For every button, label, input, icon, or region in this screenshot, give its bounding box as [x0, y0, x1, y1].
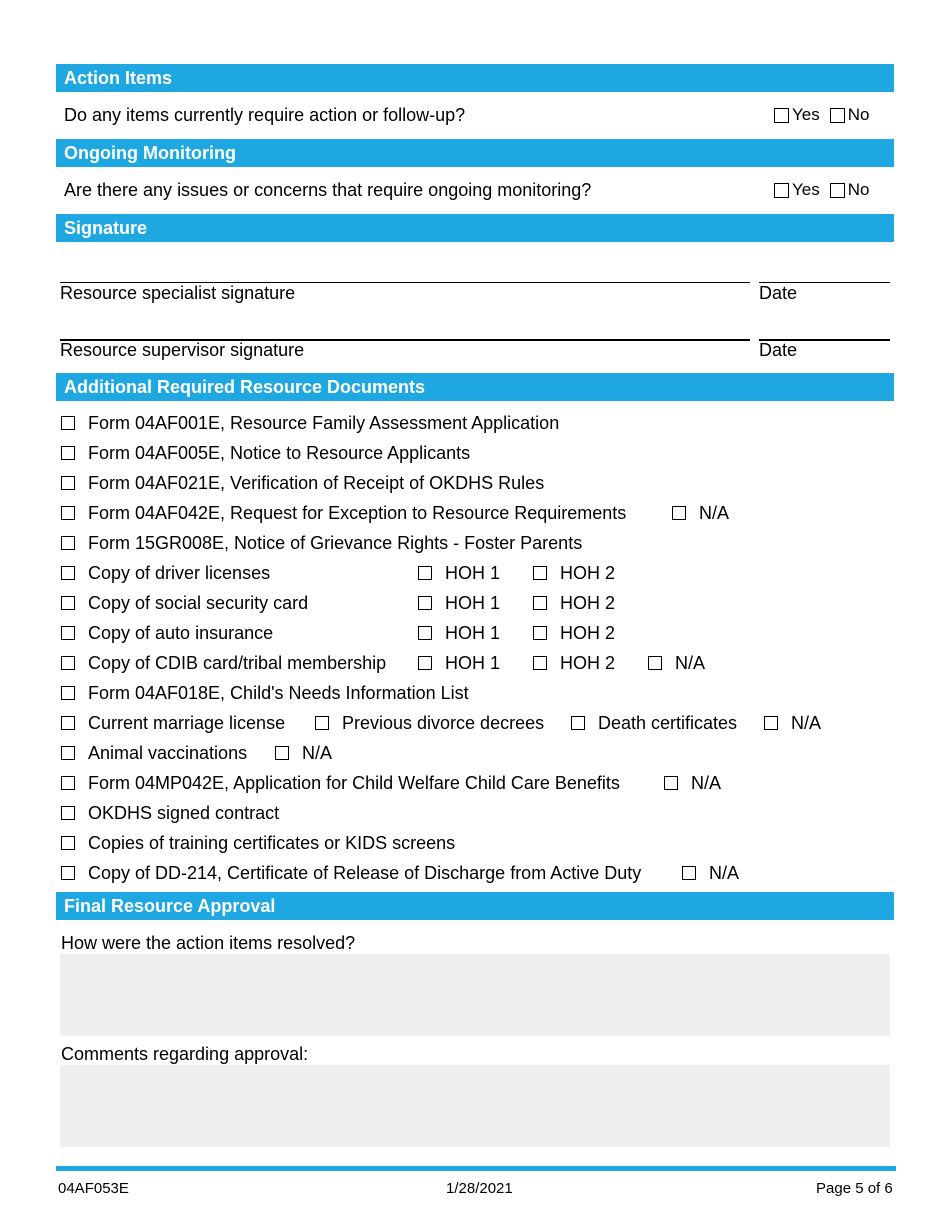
na-label: N/A: [302, 743, 333, 763]
doc-label: Form 04AF018E, Child's Needs Information List: [88, 683, 469, 703]
hoh1-checkbox[interactable]: [418, 596, 432, 610]
comments-label: Comments regarding approval:: [61, 1044, 309, 1064]
resolved-text-field[interactable]: [60, 954, 890, 1036]
question-action-required: Do any items currently require action or follow-up?: [64, 105, 466, 125]
doc-label: Copy of auto insurance: [88, 623, 274, 643]
hoh2-checkbox[interactable]: [533, 656, 547, 670]
hoh1-label: HOH 1: [445, 593, 501, 613]
na-checkbox[interactable]: [764, 716, 778, 730]
doc-checkbox[interactable]: [61, 866, 75, 880]
na-label: N/A: [691, 773, 722, 793]
hoh2-label: HOH 2: [560, 593, 616, 613]
no-label: No: [847, 105, 870, 124]
resolved-label: How were the action items resolved?: [61, 933, 356, 953]
doc-label: Form 04AF021E, Verification of Receipt of OKDHS Rules: [88, 473, 545, 493]
doc-label: Copy of DD-214, Certificate of Release of Discharge from Active Duty: [88, 863, 642, 883]
na-label: N/A: [675, 653, 706, 673]
doc-label: Form 15GR008E, Notice of Grievance Rights - Foster Parents: [88, 533, 583, 553]
doc-label: Form 04MP042E, Application for Child Welfare Child Care Benefits: [88, 773, 620, 793]
doc-checkbox[interactable]: [61, 716, 75, 730]
na-label: N/A: [791, 713, 822, 733]
hoh2-checkbox[interactable]: [533, 626, 547, 640]
doc-label: Copy of CDIB card/tribal membership: [88, 653, 387, 673]
no-label: No: [847, 180, 870, 199]
doc-label: Copy of social security card: [88, 593, 309, 613]
section-header-signature: Signature: [56, 214, 894, 242]
section-header-final-approval: Final Resource Approval: [56, 892, 894, 920]
hoh2-checkbox[interactable]: [533, 596, 547, 610]
yes-label: Yes: [792, 105, 820, 124]
doc-checkbox[interactable]: [61, 596, 75, 610]
na-checkbox[interactable]: [682, 866, 696, 880]
death-certificates-checkbox[interactable]: [571, 716, 585, 730]
doc-checkbox[interactable]: [61, 656, 75, 670]
yes-checkbox[interactable]: [774, 108, 789, 123]
na-label: N/A: [699, 503, 730, 523]
doc-checkbox[interactable]: [61, 626, 75, 640]
supervisor-signature-label: Resource supervisor signature: [60, 340, 305, 360]
na-checkbox[interactable]: [648, 656, 662, 670]
yes-no-group-ongoing: [774, 180, 869, 200]
hoh1-checkbox[interactable]: [418, 566, 432, 580]
doc-label: Current marriage license: [88, 713, 286, 733]
doc-checkbox[interactable]: [61, 536, 75, 550]
doc-checkbox[interactable]: [61, 836, 75, 850]
specialist-date-label: Date: [759, 283, 798, 303]
doc-checkbox[interactable]: [61, 446, 75, 460]
divorce-decrees-label: Previous divorce decrees: [342, 713, 545, 733]
doc-label: Form 04AF042E, Request for Exception to Resource Requirements: [88, 503, 627, 523]
hoh2-label: HOH 2: [560, 563, 616, 583]
specialist-signature-label: Resource specialist signature: [60, 283, 296, 303]
na-label: N/A: [709, 863, 740, 883]
doc-label: Copy of driver licenses: [88, 563, 271, 583]
hoh1-label: HOH 1: [445, 563, 501, 583]
no-checkbox[interactable]: [830, 183, 845, 198]
hoh1-label: HOH 1: [445, 653, 501, 673]
section-header-additional-documents: Additional Required Resource Documents: [56, 373, 894, 401]
footer-form-id: 04AF053E: [58, 1180, 129, 1197]
yes-checkbox[interactable]: [774, 183, 789, 198]
na-checkbox[interactable]: [275, 746, 289, 760]
footer-date: 1/28/2021: [446, 1180, 513, 1197]
doc-label: Copies of training certificates or KIDS screens: [88, 833, 456, 853]
doc-label: Animal vaccinations: [88, 743, 248, 763]
yes-no-group-action: [774, 105, 869, 125]
doc-checkbox[interactable]: [61, 566, 75, 580]
doc-checkbox[interactable]: [61, 416, 75, 430]
no-checkbox[interactable]: [830, 108, 845, 123]
hoh2-checkbox[interactable]: [533, 566, 547, 580]
section-header-ongoing-monitoring: Ongoing Monitoring: [56, 139, 894, 167]
hoh1-label: HOH 1: [445, 623, 501, 643]
hoh2-label: HOH 2: [560, 623, 616, 643]
comments-text-field[interactable]: [60, 1065, 890, 1147]
na-checkbox[interactable]: [664, 776, 678, 790]
hoh1-checkbox[interactable]: [418, 656, 432, 670]
supervisor-date-label: Date: [759, 340, 798, 360]
doc-checkbox[interactable]: [61, 506, 75, 520]
section-header-action-items: Action Items: [56, 64, 894, 92]
divorce-decrees-checkbox[interactable]: [315, 716, 329, 730]
doc-checkbox[interactable]: [61, 476, 75, 490]
death-certificates-label: Death certificates: [598, 713, 738, 733]
doc-checkbox[interactable]: [61, 776, 75, 790]
doc-label: Form 04AF005E, Notice to Resource Applicants: [88, 443, 471, 463]
yes-label: Yes: [792, 180, 820, 199]
na-checkbox[interactable]: [672, 506, 686, 520]
hoh2-label: HOH 2: [560, 653, 616, 673]
hoh1-checkbox[interactable]: [418, 626, 432, 640]
question-ongoing-monitoring: Are there any issues or concerns that require ongoing monitoring?: [64, 180, 592, 200]
doc-checkbox[interactable]: [61, 686, 75, 700]
doc-label: OKDHS signed contract: [88, 803, 280, 823]
footer-rule: [56, 1166, 896, 1171]
doc-label: Form 04AF001E, Resource Family Assessment Application: [88, 413, 560, 433]
footer-page-number: Page 5 of 6: [816, 1180, 893, 1197]
doc-checkbox[interactable]: [61, 746, 75, 760]
doc-checkbox[interactable]: [61, 806, 75, 820]
